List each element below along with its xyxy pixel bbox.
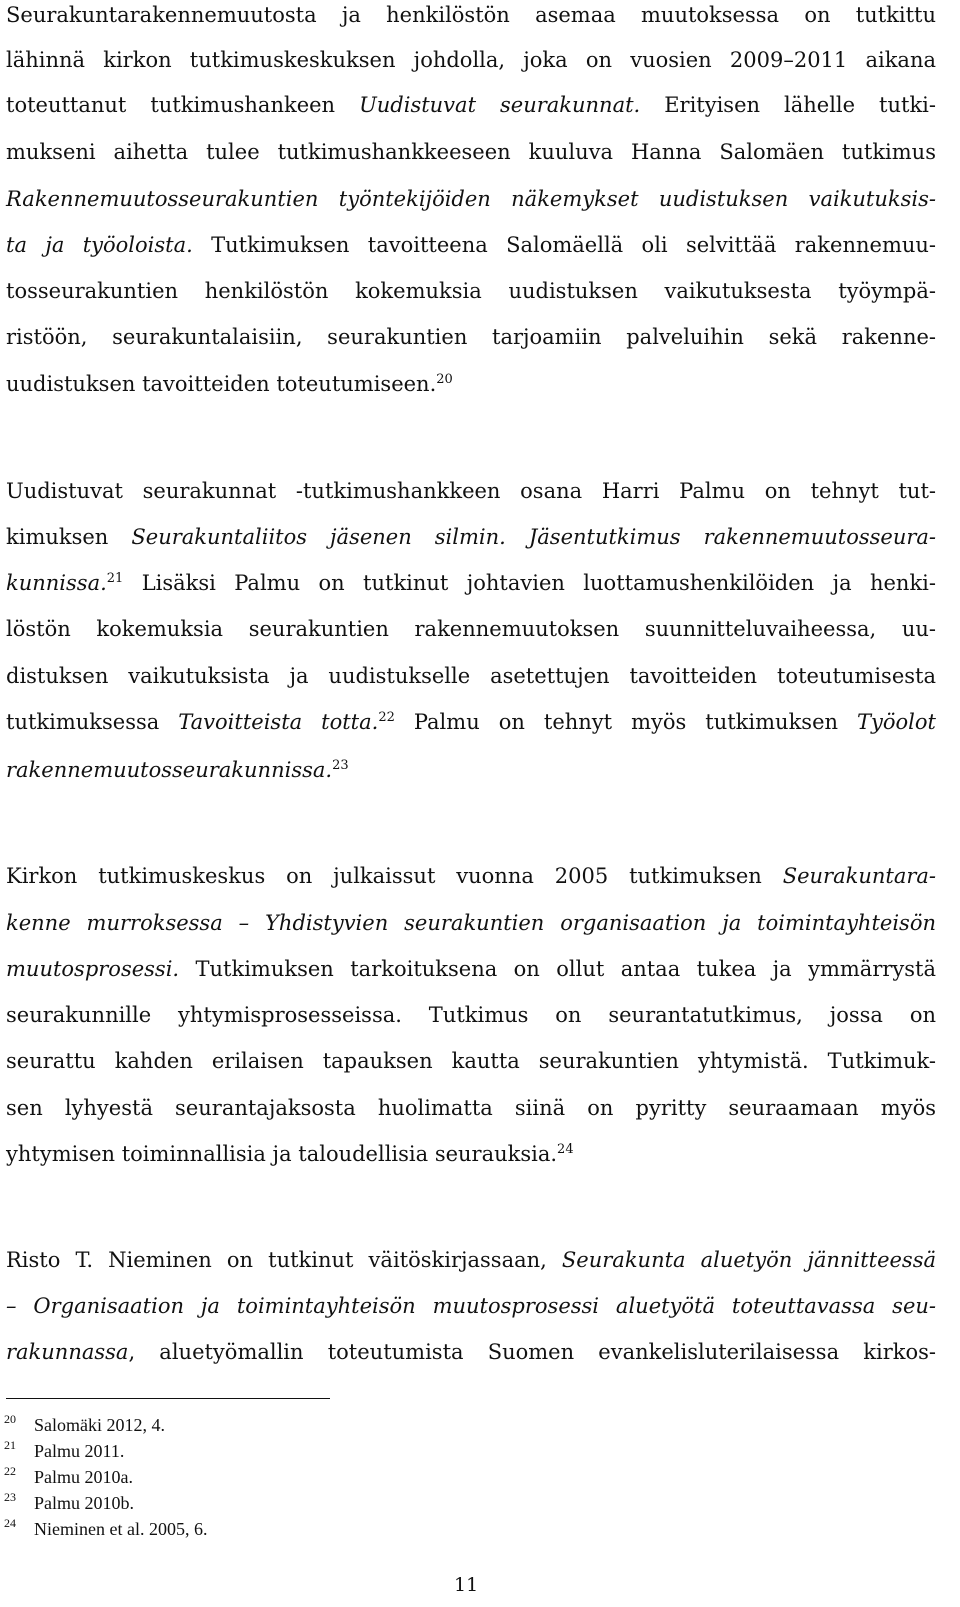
footnote-ref: 22 (378, 710, 395, 725)
italic-title: ta ja työoloista. (6, 233, 193, 257)
footnote-text: Nieminen et al. 2005, 6. (34, 1519, 208, 1539)
text-line: uudistuksen tavoitteiden toteutumiseen.$^{20}$ (6, 372, 453, 396)
footnote-number: 24 (4, 1516, 16, 1530)
text-line: Uudistuvat seurakunnat -tutkimushankkeen osana Harri Palmu on tehnyt tut- (6, 479, 936, 503)
footnote-number: 22 (4, 1464, 16, 1478)
footnote-number: 23 (4, 1490, 16, 1504)
text-line: ristöön, seurakuntalaisiin, seurakuntien tarjoamiin palveluihin sekä rakenne- (6, 325, 936, 349)
footnote (4, 1516, 207, 1544)
text-line: lähinnä kirkon tutkimuskeskuksen johdolla, joka on vuosien 2009–2011 aikana (6, 48, 936, 72)
text-line: tutkimuksessa Tavoitteista totta.$^{22}$ Palmu on tehnyt myös tutkimuksen Työolot (6, 710, 936, 734)
text-line: kunnissa.$^{21}$ Lisäksi Palmu on tutkinut johtavien luottamushenkilöiden ja henki- (6, 571, 936, 595)
text-line: rakunnassa, aluetyömallin toteutumista Suomen evankelisluterilaisessa kirkos- (6, 1340, 936, 1364)
text-line: löstön kokemuksia seurakuntien rakennemuutoksen suunnitteluvaiheessa, uu- (6, 617, 936, 641)
text-line: kenne murroksessa – Yhdistyvien seurakuntien organisaation ja toimintayhteisön (6, 911, 936, 935)
footnote-number: 20 (4, 1412, 16, 1426)
footnote-ref: 23 (332, 758, 349, 773)
footnote-text: Palmu 2010b. (34, 1493, 135, 1513)
text-line: seurakunnille yhtymisprosesseissa. Tutkimus on seurantatutkimus, jossa on (6, 1003, 936, 1027)
text-line: muutosprosessi. Tutkimuksen tarkoituksena on ollut antaa tukea ja ymmärrystä (6, 957, 936, 981)
footnote-text: Salomäki 2012, 4. (34, 1415, 165, 1435)
text-line: seurattu kahden erilaisen tapauksen kautta seurakuntien yhtymistä. Tutkimuk- (6, 1049, 936, 1073)
text-line: Risto T. Nieminen on tutkinut väitöskirjassaan, Seurakunta aluetyön jännitteessä (6, 1248, 936, 1272)
italic-title: Seurakunta aluetyön jännitteessä (561, 1248, 936, 1272)
text-line: tosseurakuntien henkilöstön kokemuksia uudistuksen vaikutuksesta työympä- (6, 279, 936, 303)
italic-title: Tavoitteista totta. (178, 710, 379, 734)
footnote-ref: 20 (436, 372, 453, 387)
text-line: sen lyhyestä seurantajaksosta huolimatta siinä on pyritty seuraamaan myös (6, 1096, 936, 1120)
footnote-text: Palmu 2011. (34, 1441, 125, 1461)
text-line: toteuttanut tutkimushankeen Uudistuvat seurakunnat. Erityisen lähelle tutki- (6, 93, 936, 117)
footnote-ref: 24 (557, 1142, 574, 1157)
text-line: kimuksen Seurakuntaliitos jäsenen silmin. Jäsentutkimus rakennemuutosseura- (6, 525, 937, 549)
text-line: Kirkon tutkimuskeskus on julkaissut vuonna 2005 tutkimuksen Seurakuntara- (6, 864, 936, 888)
footnote-text: Palmu 2010a. (34, 1467, 133, 1487)
text-line: – Organisaation ja toimintayhteisön muutosprosessi aluetyötä toteuttavassa seu- (6, 1294, 936, 1318)
italic-title: Seurakuntaliitos jäsenen silmin. Jäsentutkimus rakennemuutosseura- (131, 525, 937, 549)
page-number: 11 (454, 1574, 479, 1596)
text-line: mukseni aihetta tulee tutkimushankkeeseen kuuluva Hanna Salomäen tutkimus (6, 140, 936, 164)
italic-title: Uudistuvat seurakunnat. (359, 93, 641, 117)
footnote-number: 21 (4, 1438, 16, 1452)
footnote-divider (6, 1398, 330, 1399)
text-line: Rakennemuutosseurakuntien työntekijöiden näkemykset uudistuksen vaikutuksis- (6, 187, 936, 211)
text-line: yhtymisen toiminnallisia ja taloudellisia seurauksia.$^{24}$ (6, 1142, 574, 1166)
text-line: Seurakuntarakennemuutosta ja henkilöstön asemaa muutoksessa on tutkittu (6, 3, 936, 27)
text-line: ta ja työoloista. Tutkimuksen tavoitteena Salomäellä oli selvittää rakennemuu- (6, 233, 936, 257)
italic-title: Seurakuntara- (782, 864, 936, 888)
text-line: rakennemuutosseurakunnissa.$^{23}$ (6, 758, 349, 782)
footnote-ref: 21 (106, 571, 124, 586)
text-line: distuksen vaikutuksista ja uudistukselle asetettujen tavoitteiden toteutumisesta (6, 664, 936, 688)
